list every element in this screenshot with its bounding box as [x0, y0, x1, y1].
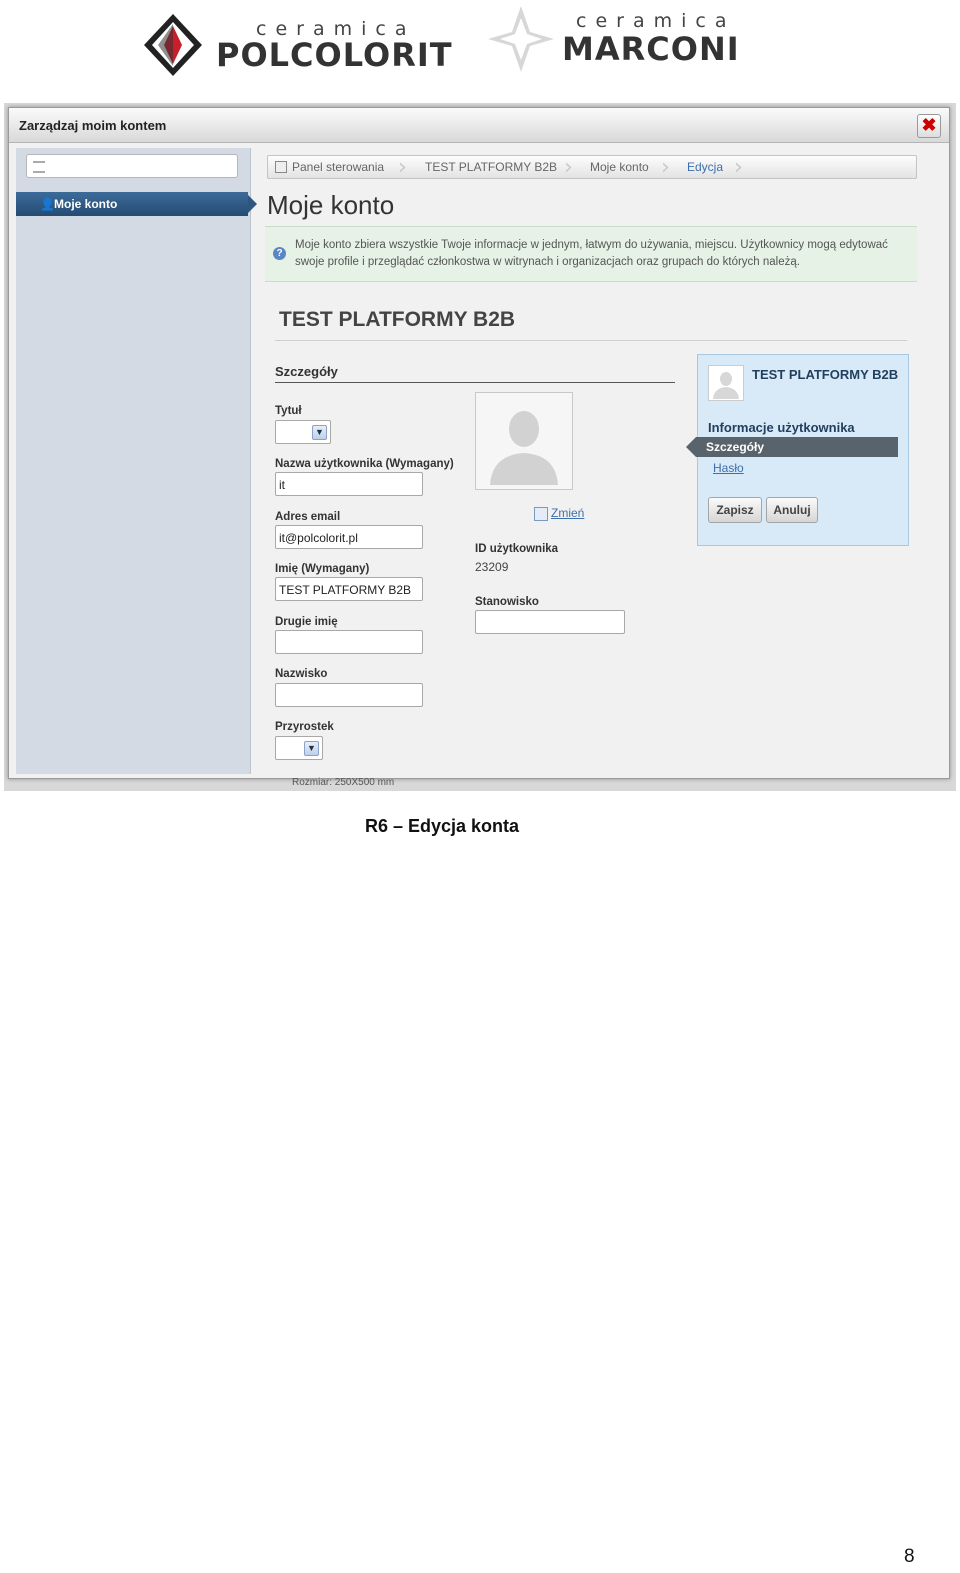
account-screenshot	[4, 103, 956, 791]
first-name-label: Imię (Wymagany)	[275, 563, 370, 575]
chevron-down-icon: ▼	[312, 425, 327, 440]
suffix-select[interactable]	[275, 736, 323, 760]
middle-name-label: Drugie imię	[275, 616, 338, 628]
title-label: Tytuł	[275, 405, 302, 417]
background-text: Rozmiar: 250X500 mm	[292, 777, 395, 788]
title-select[interactable]	[275, 420, 331, 444]
user-id-value: 23209	[475, 560, 509, 574]
sidebar-item-label: Moje konto	[54, 197, 118, 211]
window-title: Zarządzaj moim kontem	[19, 118, 167, 133]
breadcrumb-separator-icon: ›	[398, 155, 407, 180]
cancel-button[interactable]: Anuluj	[766, 497, 818, 523]
last-name-field[interactable]	[275, 683, 423, 707]
save-button[interactable]: Zapisz	[708, 497, 762, 523]
edit-image-icon	[534, 507, 548, 521]
close-button[interactable]: ✖	[917, 114, 941, 138]
manage-account-window	[8, 107, 950, 779]
breadcrumb-separator-icon: ›	[661, 155, 670, 180]
breadcrumb-item[interactable]: TEST PLATFORMY B2B	[425, 160, 558, 174]
panel-info-heading: Informacje użytkownika	[708, 420, 855, 435]
info-message	[265, 226, 917, 282]
panel-nav-item-details[interactable]	[696, 437, 898, 457]
polcolorit-diamond-icon	[138, 10, 208, 80]
breadcrumb-item[interactable]: Panel sterowania	[292, 160, 385, 174]
sidebar-item-moje-konto[interactable]	[16, 192, 248, 216]
marconi-logo	[482, 0, 762, 88]
sidebar-search-input[interactable]	[26, 154, 238, 178]
user-heading: TEST PLATFORMY B2B	[279, 308, 516, 331]
breadcrumb-separator-icon: ›	[734, 155, 743, 180]
user-silhouette-icon	[476, 393, 572, 489]
user-silhouette-icon	[709, 366, 743, 400]
avatar	[475, 392, 573, 490]
middle-name-field[interactable]	[275, 630, 423, 654]
divider	[275, 340, 907, 341]
help-icon: ?	[273, 247, 286, 260]
home-icon[interactable]	[275, 161, 287, 173]
logo-sub: ceramica	[576, 10, 736, 32]
divider	[275, 382, 675, 383]
page-number: 8	[904, 1546, 915, 1567]
user-icon: 👤	[40, 197, 55, 211]
breadcrumb	[267, 155, 917, 179]
logo-main: MARCONI	[562, 30, 740, 68]
panel-nav-label: Szczegóły	[706, 440, 765, 454]
email-label: Adres email	[275, 511, 341, 523]
email-field[interactable]: it@polcolorit.pl	[275, 525, 423, 549]
section-title: Szczegóły	[275, 364, 338, 379]
suffix-label: Przyrostek	[275, 721, 334, 733]
job-title-field[interactable]	[475, 610, 625, 634]
user-info-panel	[697, 354, 909, 546]
figure-caption: R6 – Edycja konta	[364, 816, 520, 836]
avatar-thumbnail	[708, 365, 744, 401]
last-name-label: Nazwisko	[275, 668, 328, 680]
username-field[interactable]: it	[275, 472, 423, 496]
panel-nav-item-password[interactable]: Hasło	[713, 461, 744, 475]
change-photo-link[interactable]	[551, 506, 584, 520]
change-photo-label: Zmień	[551, 506, 585, 520]
logo-sub: ceramica	[256, 18, 416, 40]
username-label: Nazwa użytkownika (Wymagany)	[275, 458, 454, 470]
info-text: Moje konto zbiera wszystkie Twoje informacje w jednym, łatwym do używania, miejscu. Użytkownicy mogą edytować swoje profile i przeglądać członkostwa w witrynach i organizacjach oraz grupach do których należą.	[295, 239, 888, 268]
polcolorit-logo	[132, 0, 453, 88]
menu-icon	[33, 161, 45, 173]
panel-user-name: TEST PLATFORMY B2B	[752, 367, 899, 382]
page-title: Moje konto	[267, 190, 395, 220]
left-panel	[16, 148, 251, 774]
job-title-label: Stanowisko	[475, 596, 539, 608]
chevron-down-icon: ▼	[304, 741, 319, 756]
marconi-star-icon	[486, 4, 556, 74]
logo-main: POLCOLORIT	[216, 36, 453, 74]
breadcrumb-item-current[interactable]: Edycja	[687, 160, 724, 174]
window-titlebar	[9, 108, 949, 143]
user-id-label: ID użytkownika	[475, 543, 559, 555]
breadcrumb-item[interactable]: Moje konto	[590, 160, 649, 174]
first-name-field[interactable]: TEST PLATFORMY B2B	[275, 577, 423, 601]
breadcrumb-separator-icon: ›	[564, 155, 573, 180]
